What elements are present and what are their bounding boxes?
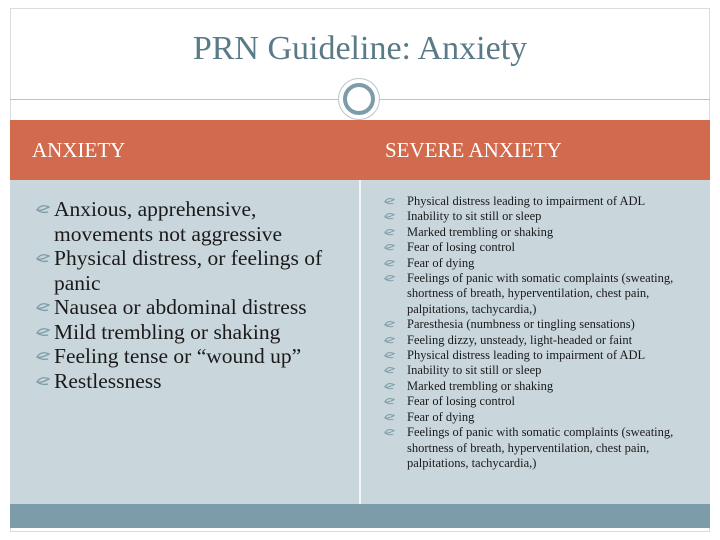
leaf-bullet-icon	[384, 337, 395, 344]
leaf-bullet-icon	[384, 244, 395, 251]
severe-anxiety-list	[366, 194, 706, 471]
list-item-text: Restlessness	[54, 368, 162, 393]
ornament-ring	[343, 83, 375, 115]
list-item	[14, 295, 354, 320]
title-rule-left	[10, 99, 338, 100]
list-item-text: Feelings of panic with somatic complaints (sweating, shortness of breath, hyperventilation, chest pain, palpitations, tachycardia,)	[407, 425, 674, 470]
list-item-text: Fear of losing control	[407, 394, 515, 409]
list-item-text: Physical distress leading to impairment of ADL	[407, 194, 646, 208]
list-item	[366, 240, 706, 255]
leaf-bullet-icon	[384, 429, 395, 436]
list-item-text: Paresthesia (numbness or tingling sensations)	[407, 317, 635, 332]
list-item	[366, 379, 706, 394]
leaf-bullet-icon	[384, 213, 395, 220]
list-item	[366, 271, 706, 317]
leaf-bullet-icon	[384, 198, 395, 205]
anxiety-list	[14, 197, 354, 393]
leaf-bullet-icon	[36, 352, 50, 361]
title-ornament-circle	[338, 78, 380, 120]
slide-title: PRN Guideline: Anxiety	[192, 30, 528, 67]
leaf-bullet-icon	[384, 383, 395, 390]
list-item	[366, 333, 706, 348]
leaf-bullet-icon	[384, 414, 395, 421]
leaf-bullet-icon	[384, 398, 395, 405]
list-item-text: Physical distress leading to impairment of ADL	[407, 348, 646, 363]
leaf-bullet-icon	[36, 377, 50, 386]
list-item	[14, 344, 354, 369]
leaf-bullet-icon	[384, 352, 395, 359]
list-item	[366, 194, 706, 209]
list-item-text: Marked trembling or shaking	[407, 224, 554, 239]
list-item-text: Anxious, apprehensive, movements not aggressive	[54, 197, 283, 246]
leaf-bullet-icon	[36, 303, 50, 312]
list-item-text: Inability to sit still or sleep	[407, 209, 542, 224]
right-column-heading: SEVERE ANXIETY	[385, 138, 562, 162]
list-item	[366, 225, 706, 240]
list-item	[366, 209, 706, 224]
list-item-text: Feelings of panic with somatic complaints (sweating, shortness of breath, hyperventilation, chest pain, palpitations, tachycardia,)	[407, 271, 674, 316]
leaf-bullet-icon	[36, 205, 50, 214]
list-item	[14, 369, 354, 394]
list-item-text: Inability to sit still or sleep	[407, 363, 542, 378]
list-item-text: Physical distress, or feelings of panic	[54, 246, 323, 295]
leaf-bullet-icon	[384, 367, 395, 374]
list-item	[14, 320, 354, 345]
leaf-bullet-icon	[384, 260, 395, 267]
list-item-text: Fear of dying	[407, 409, 475, 424]
leaf-bullet-icon	[384, 275, 395, 282]
leaf-bullet-icon	[384, 321, 395, 328]
list-item	[14, 246, 354, 295]
left-column-heading: ANXIETY	[32, 138, 126, 162]
leaf-bullet-icon	[384, 229, 395, 236]
list-item-text: Mild trembling or shaking	[54, 319, 281, 344]
list-item-text: Nausea or abdominal distress	[54, 295, 307, 319]
list-item	[366, 256, 706, 271]
footer-band	[10, 504, 710, 528]
list-item-text: Feeling tense or “wound up”	[54, 344, 302, 368]
list-item	[366, 410, 706, 425]
leaf-bullet-icon	[36, 254, 50, 263]
list-item	[14, 197, 354, 246]
list-item	[366, 425, 706, 471]
list-item	[366, 348, 706, 363]
list-item-text: Fear of dying	[407, 255, 475, 270]
list-item	[366, 394, 706, 409]
column-divider	[359, 180, 361, 504]
list-item	[366, 317, 706, 332]
title-rule-right	[380, 99, 710, 100]
list-item	[366, 363, 706, 378]
list-item-text: Marked trembling or shaking	[407, 378, 554, 393]
leaf-bullet-icon	[36, 328, 50, 337]
list-item-text: Fear of losing control	[407, 240, 515, 255]
list-item-text: Feeling dizzy, unsteady, light-headed or faint	[407, 332, 633, 347]
